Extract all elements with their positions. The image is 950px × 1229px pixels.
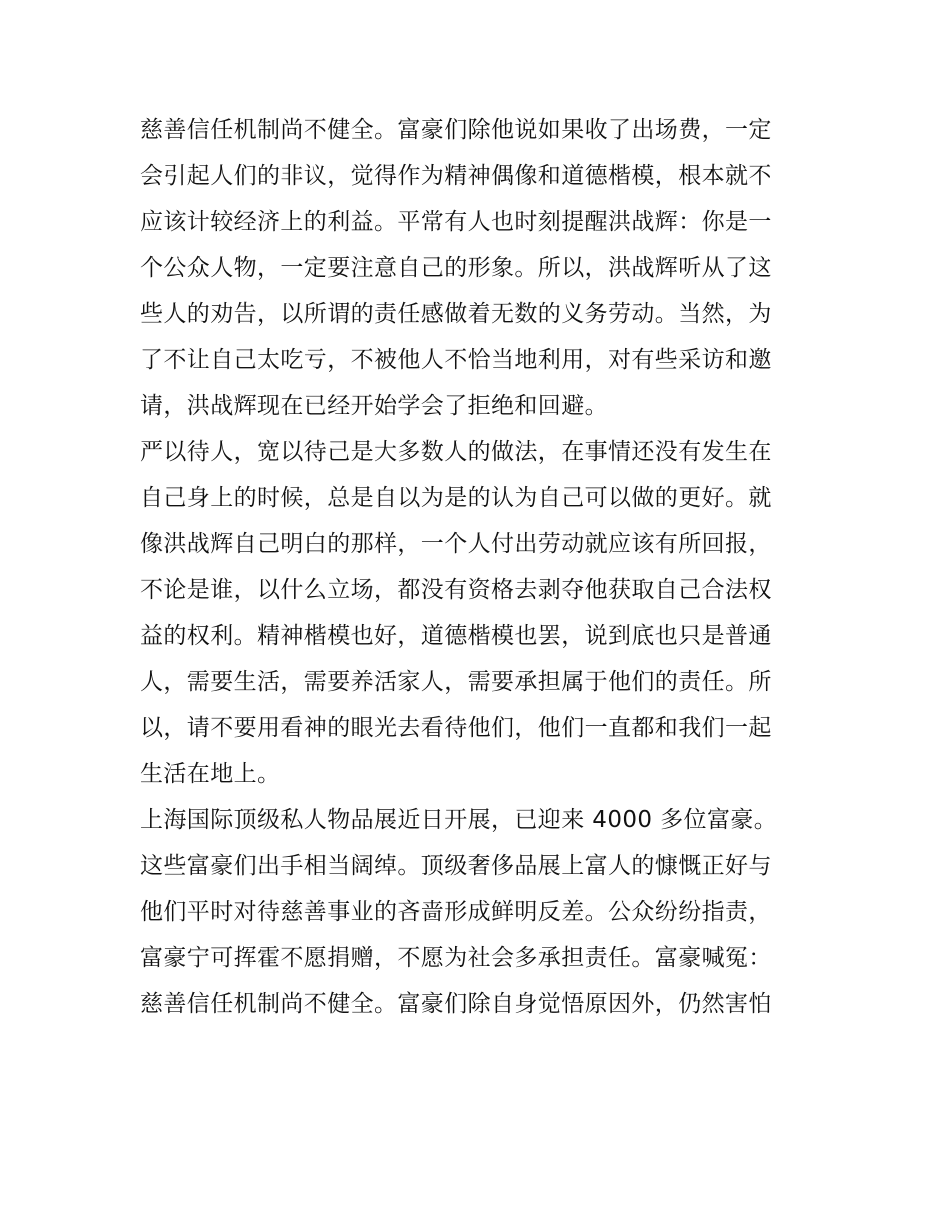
document-body bbox=[140, 107, 820, 1027]
text-line: 应该计较经济上的利益。平常有人也时刻提醒洪战辉：你是一 bbox=[140, 209, 772, 235]
text-line: 像洪战辉自己明白的那样，一个人付出劳动就应该有所回报， bbox=[140, 531, 772, 557]
text-line: 这些富豪们出手相当阔绰。顶级奢侈品展上富人的慷慨正好与 bbox=[140, 853, 772, 879]
text-line: 益的权利。精神楷模也好，道德楷模也罢，说到底也只是普通 bbox=[140, 623, 772, 649]
text-line: 自己身上的时候，总是自以为是的认为自己可以做的更好。就 bbox=[140, 485, 772, 511]
text-line: 慈善信任机制尚不健全。富豪们除自身觉悟原因外，仍然害怕 bbox=[140, 991, 772, 1017]
text-line: 请，洪战辉现在已经开始学会了拒绝和回避。 bbox=[140, 393, 608, 419]
text-line: 上海国际顶级私人物品展近日开展，已迎来 4000 多位富豪。 bbox=[140, 807, 778, 833]
text-line: 不论是谁，以什么立场，都没有资格去剥夺他获取自己合法权 bbox=[140, 577, 772, 603]
text-line: 人，需要生活，需要养活家人，需要承担属于他们的责任。所 bbox=[140, 669, 772, 695]
text-line: 生活在地上。 bbox=[140, 761, 281, 787]
text-line: 会引起人们的非议，觉得作为精神偶像和道德楷模，根本就不 bbox=[140, 163, 772, 189]
text-line: 他们平时对待慈善事业的吝啬形成鲜明反差。公众纷纷指责， bbox=[140, 899, 772, 925]
text-line: 了不让自己太吃亏，不被他人不恰当地利用，对有些采访和邀 bbox=[140, 347, 772, 373]
text-line: 慈善信任机制尚不健全。富豪们除他说如果收了出场费，一定 bbox=[140, 117, 772, 143]
text-line: 些人的劝告，以所谓的责任感做着无数的义务劳动。当然，为 bbox=[140, 301, 772, 327]
text-line: 个公众人物，一定要注意自己的形象。所以，洪战辉听从了这 bbox=[140, 255, 772, 281]
text-line: 严以待人，宽以待己是大多数人的做法，在事情还没有发生在 bbox=[140, 439, 772, 465]
text-line: 富豪宁可挥霍不愿捐赠，不愿为社会多承担责任。富豪喊冤： bbox=[140, 945, 772, 971]
text-line: 以，请不要用看神的眼光去看待他们，他们一直都和我们一起 bbox=[140, 715, 772, 741]
